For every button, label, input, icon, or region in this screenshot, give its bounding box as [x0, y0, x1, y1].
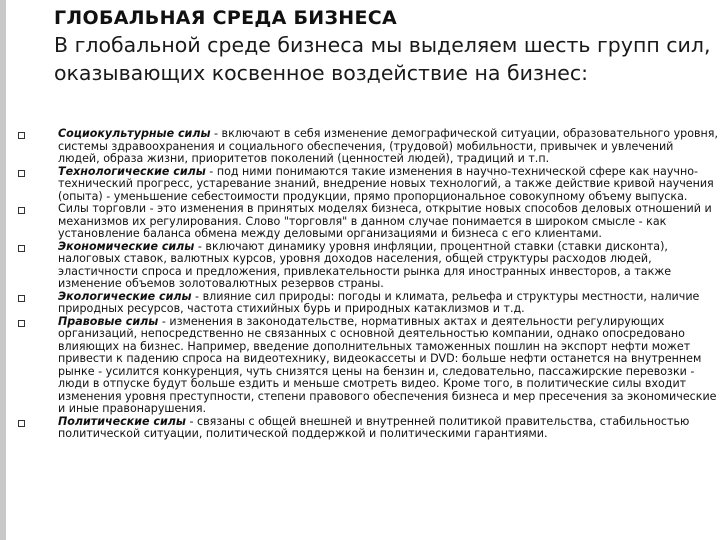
square-bullet-icon — [18, 320, 25, 327]
list-item-trade — [18, 203, 718, 241]
square-bullet-icon — [18, 170, 25, 177]
page-title: ГЛОБАЛЬНАЯ СРЕДА БИЗНЕСА — [54, 7, 398, 29]
list-item-political — [18, 416, 718, 441]
term-label: Технологические силы — [58, 164, 206, 178]
term-label: Экономические силы — [58, 239, 195, 253]
item-text: - связаны с общей внешней и внутренней политикой правительства, стабильностью политической ситуации, политической поддержкой и политическими гарантиями. — [58, 414, 690, 440]
term-label: Социокультурные силы — [58, 127, 211, 140]
list-item-economic — [18, 241, 718, 291]
square-bullet-icon — [18, 245, 25, 252]
item-text: - включают в себя изменение демографической ситуации, образовательного уровня, системы здравоохранения и социального обеспечения, (трудовой) мобильности, привычек и увлечений людей, образа жизни, приоритетов поколений (ценностей людей), традиций и т.п. — [58, 127, 718, 165]
item-text: - включают динамику уровня инфляции, процентной ставки (ставки дисконта), налоговых ставок, валютных курсов, уровня доходов населения, общей структуры расходов людей, эластичности спроса и предложения, привлекательности рынка для иностранных инвесторов, а также изменение объемов золотовалютных резервов страны. — [58, 239, 672, 290]
header — [54, 6, 714, 87]
list-item-legal — [18, 316, 718, 416]
item-text: - под ними понимаются такие изменения в научно-технической сфере как научно-технический прогресс, устаревание знаний, внедрение новых технологий, а также действие кривой научения (опыта) - уменьшение себестоимости продукции, прямо пропорциональное совокупному объему выпуска. — [58, 164, 714, 203]
square-bullet-icon — [18, 132, 25, 139]
square-bullet-icon — [18, 295, 25, 302]
slide-accent-bar — [0, 0, 6, 540]
square-bullet-icon — [18, 420, 25, 427]
square-bullet-icon — [18, 207, 25, 214]
item-text: - изменения в законодательстве, нормативных актах и деятельности регулирующих организаций, непосредственно не связанных с основной деятельностью компании, однако опосредовано влияющих на бизнес. Например, введение дополнительных таможенных пошлин на экспорт нефти может привести к падению спроса на видеотехнику, видеокассеты и DVD: больше нефти останется на внутреннем рынке - усилится конкуренция, чуть снизятся цены на бензин и, следовательно, пассажирские перевозки - люди в отпуске будут больше ездить и меньше смотреть видео. Кроме того, в политические силы входит изменения уровня преступности, степени правового обеспечения бизнеса и мер пресечения за экономические и иные правонарушения. — [58, 314, 717, 415]
list-item-ecological — [18, 291, 718, 316]
term-label: Экологические силы — [58, 289, 192, 303]
term-label: Правовые силы — [58, 314, 159, 328]
item-text: Силы торговли - это изменения в принятых моделях бизнеса, открытие новых способов деловых отношений и механизмов их регулирования. Слово "торговля" в данном случае понимается в широком смысле - как установление баланса обмена между деловыми организациями и бизнеса с его клиентами. — [58, 202, 712, 240]
term-label: Политические силы — [58, 414, 186, 428]
list-item-sociocultural — [18, 128, 718, 166]
item-text: - влияние сил природы: погоды и климата, рельефа и структуры местности, наличие природных ресурсов, частота стихийных бурь и природных катаклизмов и т.д. — [58, 289, 700, 315]
intro-text: В глобальной среде бизнеса мы выделяем шесть групп сил, оказывающих косвенное воздействие на бизнес: — [54, 33, 711, 85]
list-item-technological — [18, 166, 718, 204]
forces-list — [18, 128, 718, 441]
